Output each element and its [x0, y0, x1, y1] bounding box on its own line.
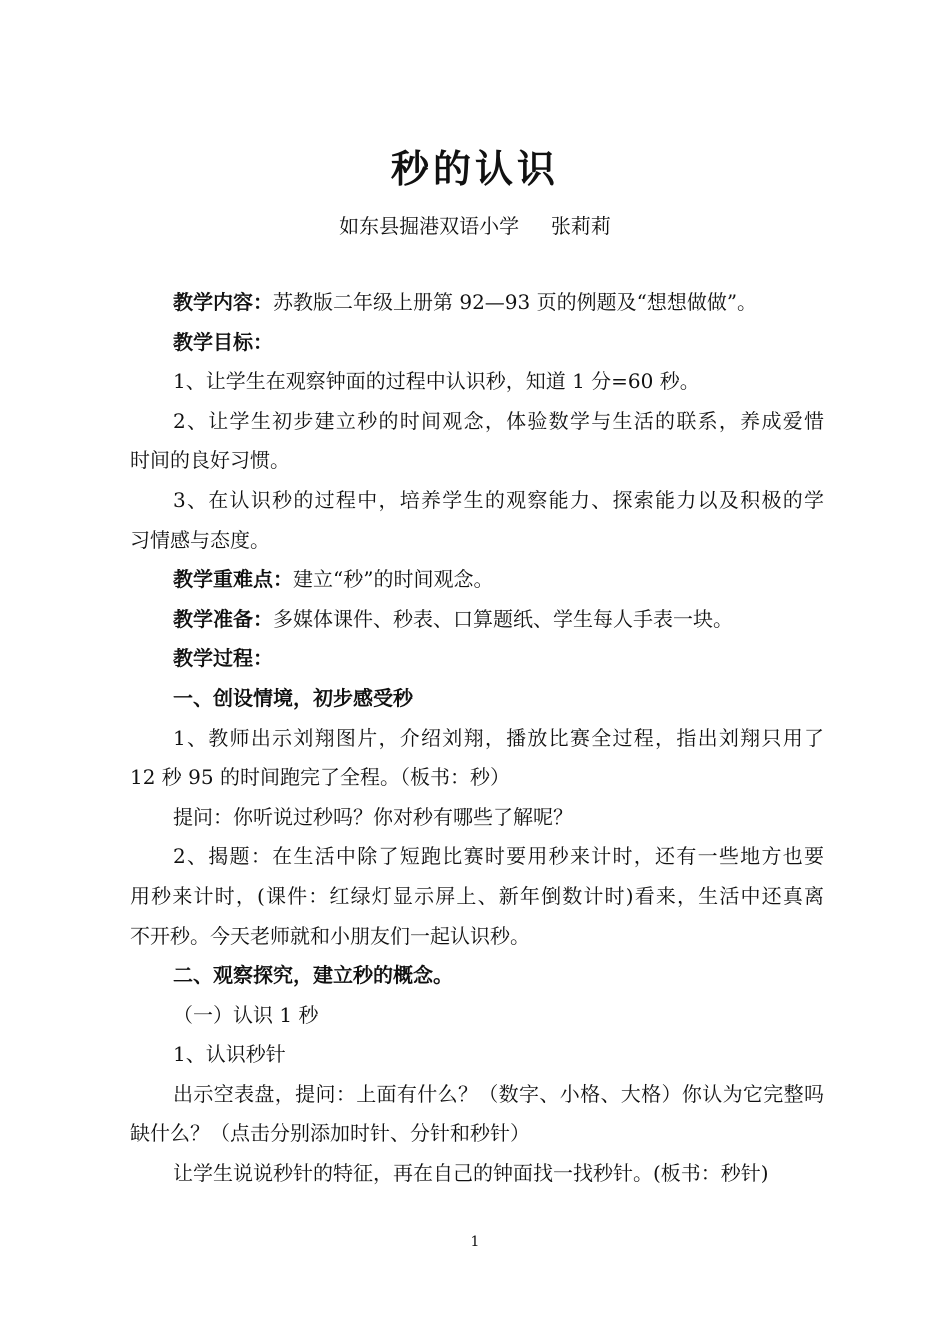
preparation-line	[130, 600, 824, 640]
subsection-1-item-1: 1、认识秒针	[173, 1042, 286, 1067]
section-1-item-2-line-2: 用秒来计时，(课件：红绿灯显示屏上、新年倒数计时)看来，生活中还真离	[130, 883, 824, 908]
key-points-line	[130, 560, 824, 600]
teaching-goals-line	[130, 323, 824, 363]
teaching-content-text: 苏教版二年级上册第 92—93 页的例题及“想想做做”。	[273, 290, 758, 314]
goal-1: 1、让学生在观察钟面的过程中认识秒，知道 1 分=60 秒。	[173, 369, 700, 394]
goal-2-line-1: 2、让学生初步建立秒的时间观念，体验数学与生活的联系，养成爱惜	[173, 408, 824, 433]
goal-2-line-2: 时间的良好习惯。	[130, 448, 290, 473]
section-1-item-1-line-1: 1、教师出示刘翔图片，介绍刘翔，播放比赛全过程，指出刘翔只用了	[173, 725, 824, 750]
author-line: 如东县掘港双语小学 张莉莉	[339, 214, 611, 238]
section-2-heading: 二、观察探究，建立秒的概念。	[173, 963, 453, 988]
section-1-item-1-line-2: 12 秒 95 的时间跑完了全程。（板书：秒）	[130, 765, 510, 790]
section-1-item-2-line-3: 不开秒。今天老师就和小朋友们一起认识秒。	[130, 923, 530, 948]
key-points-label: 教学重难点：	[173, 567, 293, 592]
teaching-content-label: 教学内容：	[173, 290, 273, 314]
document-title: 秒的认识	[390, 147, 559, 191]
preparation-label: 教学准备：	[173, 606, 273, 631]
goal-3-line-1: 3、在认识秒的过程中，培养学生的观察能力、探索能力以及积极的学	[173, 487, 824, 512]
process-label: 教学过程：	[173, 646, 273, 671]
key-points-text: 建立“秒”的时间观念。	[293, 567, 494, 592]
teaching-content-line	[130, 283, 824, 323]
second-hand-line: 让学生说说秒针的特征，再在自己的钟面找一找秒针。(板书：秒针)	[173, 1161, 769, 1186]
section-1-heading: 一、创设情境，初步感受秒	[173, 685, 413, 710]
page-number: 1	[470, 1234, 480, 1250]
clock-face-line-1: 出示空表盘，提问：上面有什么？（数字、小格、大格）你认为它完整吗	[173, 1081, 824, 1106]
clock-face-line-2: 缺什么？（点击分别添加时针、分针和秒针）	[130, 1121, 530, 1146]
process-line	[130, 639, 824, 679]
preparation-text: 多媒体课件、秒表、口算题纸、学生每人手表一块。	[273, 606, 733, 631]
section-1-item-2-line-1: 2、揭题：在生活中除了短跑比赛时要用秒来计时，还有一些地方也要	[173, 844, 824, 869]
teaching-goals-label: 教学目标：	[173, 329, 273, 354]
question-line: 提问：你听说过秒吗？你对秒有哪些了解呢？	[173, 804, 573, 829]
goal-3-line-2: 习情感与态度。	[130, 527, 270, 552]
subsection-1-heading: （一）认识 1 秒	[173, 1002, 319, 1027]
document-body	[130, 283, 824, 1194]
